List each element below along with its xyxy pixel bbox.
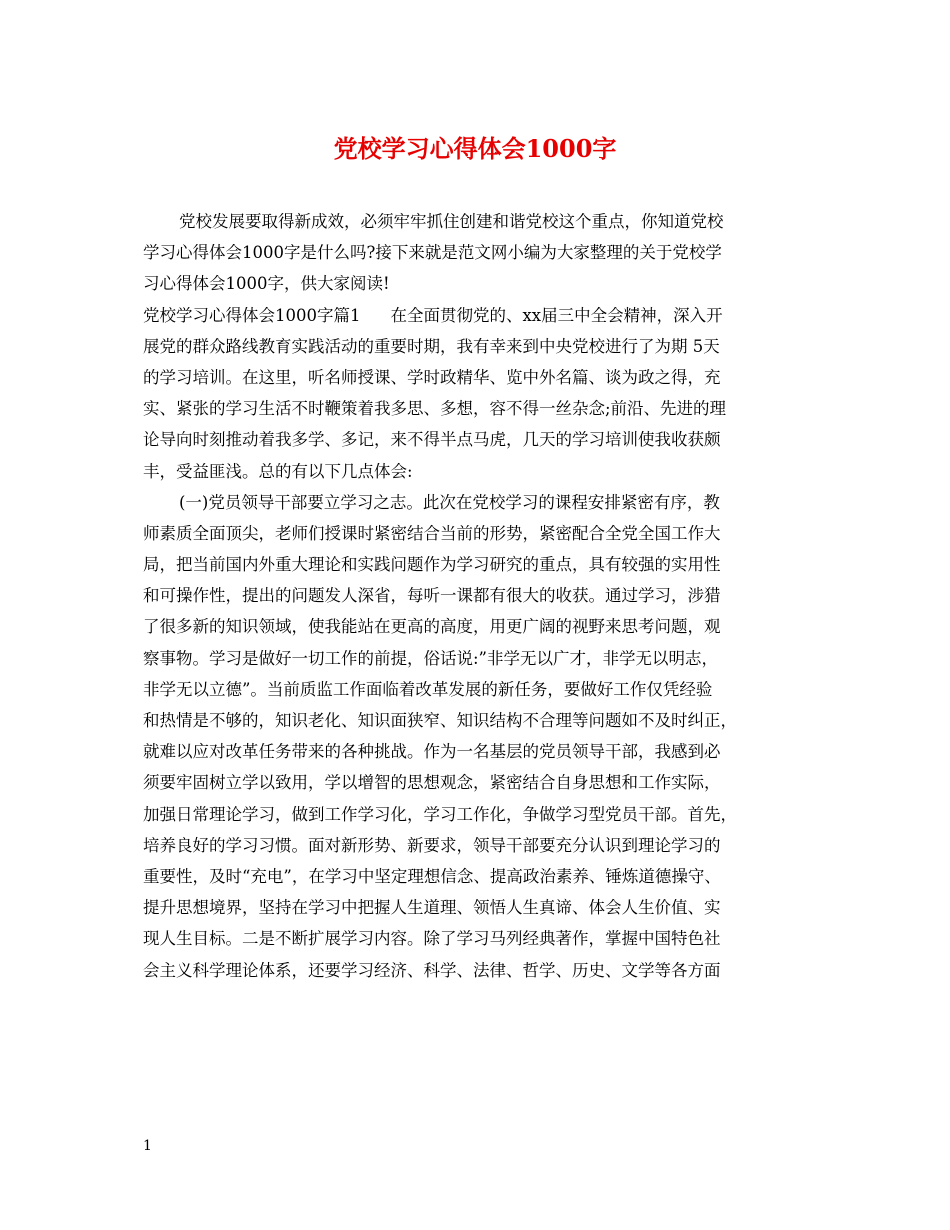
paragraph-line: 党校发展要取得新成效，必须牢牢抓住创建和谐党校这个重点，你知道党校 <box>179 212 724 231</box>
paragraph-line: 非学无以立德”。当前质监工作面临着改革发展的新任务，要做好工作仅凭经验 <box>143 679 713 699</box>
document-title: 党校学习心得体会1000字 <box>333 134 617 163</box>
paragraph-line: 了很多新的知识领域，使我能站在更高的高度，用更广阔的视野来思考问题，观 <box>143 617 721 637</box>
page-number: 1 <box>143 1138 152 1154</box>
paragraph-line: 提升思想境界，坚持在学习中把握人生道理、领悟人生真谛、体会人生价值、实 <box>143 898 721 918</box>
paragraph-line: 局，把当前国内外重大理论和实践问题作为学习研究的重点，具有较强的实用性 <box>143 555 721 575</box>
paragraph-line: (一)党员领导干部要立学习之志。此次在党校学习的课程安排紧密有序，教 <box>179 492 720 512</box>
paragraph-line: 加强日常理论学习，做到工作学习化，学习工作化，争做学习型党员干部。首先， <box>143 804 737 824</box>
paragraph-line: 现人生目标。二是不断扩展学习内容。除了学习马列经典著作，掌握中国特色社 <box>143 929 721 949</box>
paragraph-line: 和热情是不够的，知识老化、知识面狭窄、知识结构不合理等问题如不及时纠正， <box>143 711 737 730</box>
paragraph-line: 须要牢固树立学以致用，学以增智的思想观念，紧密结合自身思想和工作实际， <box>143 773 721 793</box>
paragraph-line: 实、紧张的学习生活不时鞭策着我多思、多想，容不得一丝杂念;前沿、先进的理 <box>143 399 727 419</box>
paragraph-line: 培养良好的学习习惯。面对新形势、新要求，领导干部要充分认识到理论学习的 <box>143 835 721 855</box>
paragraph-line: 师素质全面顶尖，老师们授课时紧密结合当前的形势，紧密配合全党全国工作大 <box>143 523 721 543</box>
document-body <box>143 206 811 986</box>
section-heading: 党校学习心得体会1000字篇1 <box>143 305 361 325</box>
paragraph-line: 会主义科学理论体系，还要学习经济、科学、法律、哲学、历史、文学等各方面 <box>143 960 721 980</box>
paragraph-line: 展党的群众路线教育实践活动的重要时期，我有幸来到中央党校进行了为期 5天 <box>143 336 720 356</box>
paragraph-line: 的学习培训。在这里，听名师授课、学时政精华、览中外名篇、谈为政之得，充 <box>143 367 721 387</box>
paragraph-line: 重要性，及时“充电”，在学习中坚定理想信念、提高政治素养、锤炼道德操守、 <box>143 866 721 886</box>
paragraph-line: 论导向时刻推动着我多学、多记，来不得半点马虎，几天的学习培训使我收获颇 <box>143 430 721 450</box>
paragraph-line: 察事物。学习是做好一切工作的前提，俗话说:”非学无以广才，非学无以明志， <box>143 648 718 668</box>
paragraph-text: 在全面贯彻党的、xx届三中全会精神，深入开 <box>390 305 723 325</box>
paragraph-line: 习心得体会1000字，供大家阅读! <box>143 274 390 294</box>
paragraph-line: 就难以应对改革任务带来的各种挑战。作为一名基层的党员领导干部，我感到必 <box>143 742 721 762</box>
section-heading-line <box>143 300 811 331</box>
paragraph-line: 学习心得体会1000字是什么吗?接下来就是范文网小编为大家整理的关于党校学 <box>143 243 722 263</box>
paragraph-line: 和可操作性，提出的问题发人深省，每听一课都有很大的收获。通过学习，涉猎 <box>143 586 721 606</box>
paragraph-line: 丰，受益匪浅。总的有以下几点体会: <box>143 461 413 481</box>
